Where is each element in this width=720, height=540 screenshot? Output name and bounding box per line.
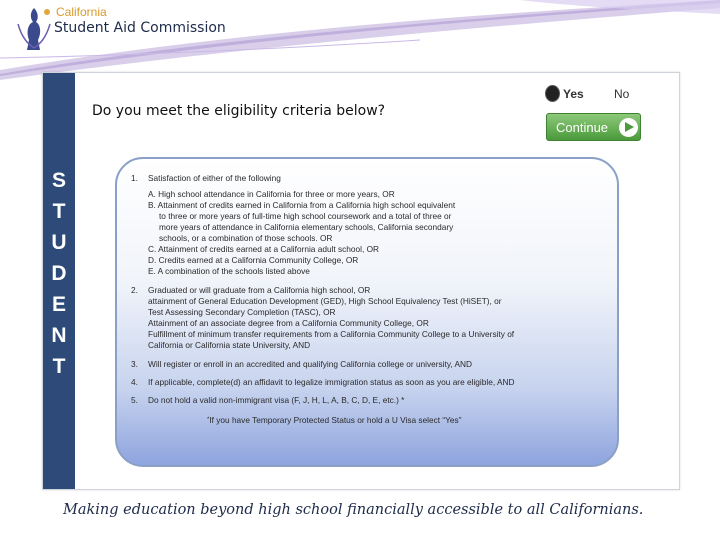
eligibility-panel [42,72,680,490]
header-swoosh-graphic [0,0,720,80]
side-letter: T [52,355,66,378]
criteria-text: Test Assessing Secondary Completion (TASC), OR [148,307,336,317]
criteria-text: attainment of General Education Development (GED), High School Equivalency Test (HiSET), or [148,296,502,306]
criteria-text: If applicable, complete(d) an affidavit to legalize immigration status as soon as you are eligible, AND [148,377,515,387]
criteria-number: 4. [131,377,138,387]
side-letter: N [51,324,67,347]
criteria-text: schools, or a combination of those schools. OR [159,233,333,243]
criteria-box [115,157,619,467]
criteria-text: Attainment of an associate degree from a California Community College, OR [148,318,429,328]
criteria-text: E. A combination of the schools listed above [148,266,310,276]
side-letter: E [51,293,66,316]
side-letter: S [51,169,66,192]
yes-option-label[interactable]: Yes [563,87,584,101]
commission-logo [14,4,58,52]
criteria-text: Will register or enroll in an accredited and qualifying California college or university, AND [148,359,473,369]
eligibility-question: Do you meet the eligibility criteria below? [92,103,386,119]
arrow-right-icon [619,118,638,137]
criteria-text: Fulfillment of minimum transfer requirements from a California Community College to a University of [148,329,515,339]
mission-tagline: Making education beyond high school financially accessible to all Californians. [63,502,644,518]
continue-label: Continue [556,120,609,135]
criteria-text: B. Attainment of credits earned in California from a California high school equivalent [148,200,456,210]
criteria-number: 2. [131,285,138,295]
student-side-bar [43,73,75,489]
org-name: Student Aid Commission [54,20,226,36]
criteria-text: D. Credits earned at a California Community College, OR [148,255,359,265]
side-letter: U [51,231,67,254]
criteria-number: 3. [131,359,138,369]
criteria-text: A. High school attendance in California for three or more years, OR [148,189,395,199]
footnote-mark: * [207,417,210,423]
no-option-label[interactable]: No [614,87,630,101]
yes-radio[interactable] [545,85,560,102]
org-state-label: California [56,5,107,19]
side-letter: D [51,262,67,285]
criteria-text: more years of attendance in California elementary schools, California secondary [159,222,454,232]
footnote-text: If you have Temporary Protected Status or hold a U Visa select “Yes” [209,415,462,425]
criteria-text: Graduated or will graduate from a California high school, OR [148,285,371,295]
criteria-text: Do not hold a valid non-immigrant visa (F, J, H, L, A, B, C, D, E, etc.) * [148,395,405,405]
criteria-text: to three or more years of full-time high school coursework and a total of three or [159,211,452,221]
footnote [207,415,461,426]
header [0,0,720,80]
criteria-number: 5. [131,395,138,405]
criteria-text: California or California state University, AND [148,340,311,350]
criteria-text: C. Attainment of credits earned at a California adult school, OR [148,244,380,254]
continue-button[interactable] [546,113,641,141]
criteria-text: Satisfaction of either of the following [148,173,281,183]
side-letter: T [52,200,66,223]
criteria-number: 1. [131,173,138,183]
